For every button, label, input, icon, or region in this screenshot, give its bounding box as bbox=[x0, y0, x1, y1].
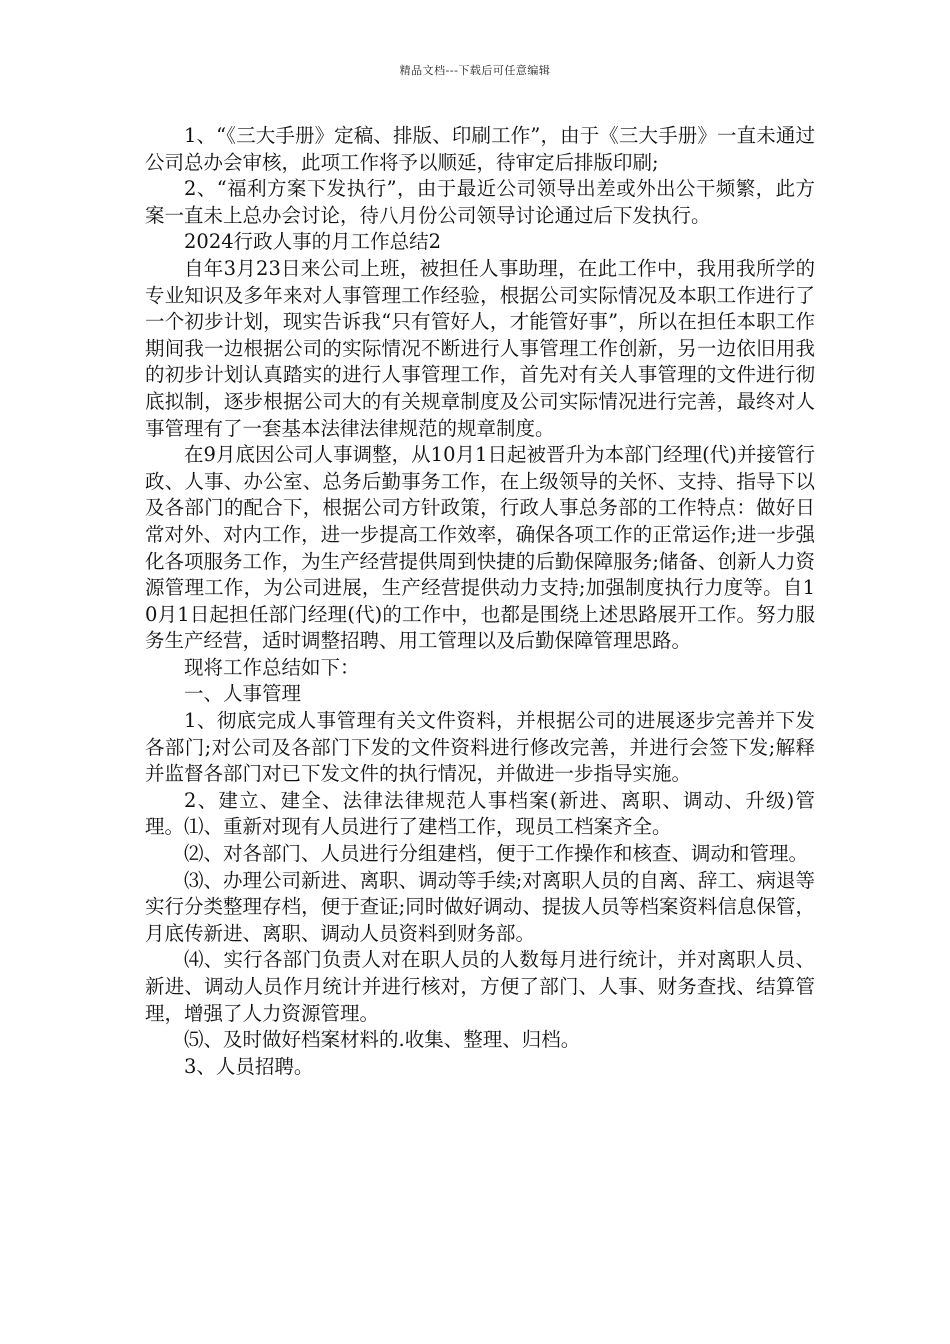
document-body bbox=[145, 123, 815, 1080]
paragraph: 1、“《三大手册》定稿、排版、印刷工作”，由于《三大手册》一直未通过公司总办会审核，此项工作将予以顺延，待审定后排版印刷; bbox=[145, 124, 815, 174]
section-heading: 一、人事管理 bbox=[184, 682, 302, 706]
paragraph: ⑶、办理公司新进、离职、调动等手续;对离职人员的自离、辞工、病退等实行分类整理存档，便于查证;同时做好调动、提拔人员等档案资料信息保管，月底传新进、离职、调动人员资料到财务部。 bbox=[145, 868, 815, 945]
paragraph: ⑸、及时做好档案材料的.收集、整理、归档。 bbox=[184, 1028, 581, 1052]
page-header: 精品文档---下载后可任意编辑 bbox=[399, 64, 551, 77]
paragraph: ⑷、实行各部门负责人对在职人员的人数每月进行统计，并对离职人员、新进、调动人员作月统计并进行核对，方便了部门、人事、财务查找、结算管理，增强了人力资源管理。 bbox=[145, 948, 815, 1025]
paragraph: 1、彻底完成人事管理有关文件资料，并根据公司的进展逐步完善并下发各部门;对公司及各部门下发的文件资料进行修改完善，并进行会签下发;解释并监督各部门对已下发文件的执行情况，并做进一步指导实施。 bbox=[145, 709, 815, 786]
paragraph: 3、人员招聘。 bbox=[184, 1054, 314, 1078]
paragraph: 2、建立、建全、法律法律规范人事档案(新进、离职、调动、升级)管理。⑴、重新对现有人员进行了建档工作，现员工档案齐全。 bbox=[145, 788, 815, 839]
paragraph: 自年3月23日来公司上班，被担任人事助理，在此工作中，我用我所学的专业知识及多年来对人事管理工作经验，根据公司实际情况及本职工作进行了一个初步计划，现实告诉我“只有管好人，才能管好事”，所以在担任本职工作期间我一边根据公司的实际情况不断进行人事管理工作创新，另一边依旧用我的初步计划认真踏实的进行人事管理工作，首先对有关人事管理的文件进行彻底拟制，逐步根据公司大的有关规章制度及公司实际情况进行完善，最终对人事管理有了一套基本法律法律规范的规章制度。 bbox=[145, 256, 815, 440]
paragraph: ⑵、对各部门、人员进行分组建档，便于工作操作和核查、调动和管理。 bbox=[184, 842, 809, 866]
paragraph: 在9月底因公司人事调整，从10月1日起被晋升为本部门经理(代)并接管行政、人事、办公室、总务后勤事务工作，在上级领导的关怀、支持、指导下以及各部门的配合下，根据公司方针政策，行政人事总务部的工作特点：做好日常对外、对内工作，进一步提高工作效率，确保各项工作的正常运作;进一步强化各项服务工作，为生产经营提供周到快捷的后勤保障服务;储备、创新人力资源管理工作，为公司进展，生产经营提供动力支持;加强制度执行力度等。自10月1日起担任部门经理(代)的工作中，也都是围绕上述思路展开工作。努力服务生产经营，适时调整招聘、用工管理以及后勤保障管理思路。 bbox=[145, 443, 815, 653]
paragraph: 现将工作总结如下： bbox=[184, 655, 360, 679]
section-title: 2024行政人事的月工作总结2 bbox=[184, 230, 442, 254]
paragraph: 2、“福利方案下发执行”，由于最近公司领导出差或外出公干频繁，此方案一直未上总办会讨论，待八月份公司领导讨论通过后下发执行。 bbox=[145, 177, 815, 227]
